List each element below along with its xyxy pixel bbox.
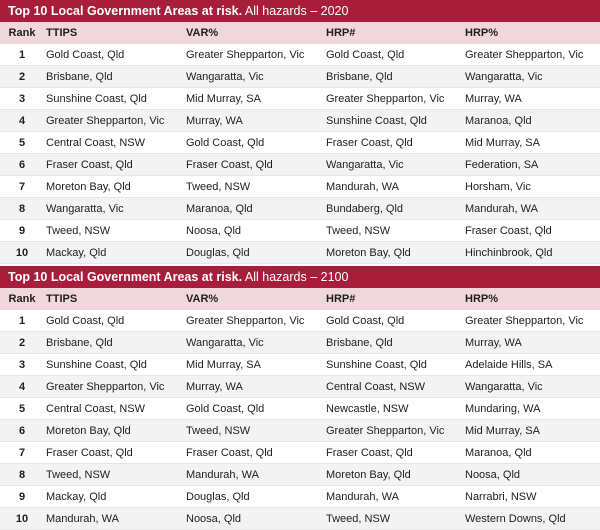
column-header-ttips: TTIPS: [46, 27, 78, 39]
rank-cell: 8: [18, 468, 26, 481]
hrp-percent-cell: Mid Murray, SA: [465, 424, 540, 437]
rank-cell: 2: [18, 336, 26, 349]
var-cell: Wangaratta, Vic: [186, 70, 264, 83]
ttips-cell: Fraser Coast, Qld: [46, 158, 133, 171]
ttips-cell: Brisbane, Qld: [46, 336, 113, 349]
hrp-count-cell: Gold Coast, Qld: [326, 48, 405, 61]
hrp-percent-cell: Fraser Coast, Qld: [465, 224, 552, 237]
column-header-hrp-count: HRP#: [326, 293, 356, 305]
rank-cell: 1: [18, 314, 26, 327]
column-header-hrp-percent: HRP%: [465, 27, 499, 39]
hrp-count-cell: Wangaratta, Vic: [326, 158, 404, 171]
hrp-count-cell: Mandurah, WA: [326, 180, 399, 193]
var-cell: Douglas, Qld: [186, 490, 250, 503]
ttips-cell: Gold Coast, Qld: [46, 48, 125, 61]
rank-cell: 10: [15, 246, 29, 259]
rank-cell: 4: [18, 380, 26, 393]
var-cell: Fraser Coast, Qld: [186, 446, 273, 459]
var-cell: Greater Shepparton, Vic: [186, 314, 305, 327]
hrp-percent-cell: Wangaratta, Vic: [465, 380, 543, 393]
table-header-row: [0, 288, 600, 310]
rank-cell: 9: [18, 224, 26, 237]
table-row: [0, 220, 600, 242]
var-cell: Maranoa, Qld: [186, 202, 253, 215]
rank-cell: 7: [18, 446, 26, 459]
rank-cell: 5: [18, 402, 26, 415]
var-cell: Fraser Coast, Qld: [186, 158, 273, 171]
ttips-cell: Moreton Bay, Qld: [46, 180, 131, 193]
hrp-count-cell: Tweed, NSW: [326, 512, 391, 525]
table-row: [0, 198, 600, 220]
hrp-count-cell: Fraser Coast, Qld: [326, 136, 413, 149]
column-header-var: VAR%: [186, 27, 219, 39]
hrp-percent-cell: Adelaide Hills, SA: [465, 358, 553, 371]
var-cell: Noosa, Qld: [186, 224, 242, 237]
rank-cell: 6: [18, 158, 26, 171]
table-title-bold: Top 10 Local Government Areas at risk.: [8, 4, 243, 18]
hrp-count-cell: Brisbane, Qld: [326, 336, 393, 349]
hrp-count-cell: Greater Shepparton, Vic: [326, 92, 445, 105]
var-cell: Mandurah, WA: [186, 468, 259, 481]
ttips-cell: Brisbane, Qld: [46, 70, 113, 83]
ttips-cell: Mackay, Qld: [46, 246, 107, 259]
table-row: [0, 486, 600, 508]
ttips-cell: Fraser Coast, Qld: [46, 446, 133, 459]
var-cell: Gold Coast, Qld: [186, 402, 265, 415]
table-row: [0, 464, 600, 486]
hrp-percent-cell: Narrabri, NSW: [465, 490, 537, 503]
risk-table-2: [0, 266, 600, 530]
var-cell: Wangaratta, Vic: [186, 336, 264, 349]
ttips-cell: Wangaratta, Vic: [46, 202, 124, 215]
table-title: [0, 266, 600, 288]
ttips-cell: Tweed, NSW: [46, 468, 111, 481]
hrp-percent-cell: Greater Shepparton, Vic: [465, 48, 584, 61]
ttips-cell: Sunshine Coast, Qld: [46, 92, 147, 105]
ttips-cell: Greater Shepparton, Vic: [46, 114, 165, 127]
table-title-bold: Top 10 Local Government Areas at risk.: [8, 270, 243, 284]
hrp-count-cell: Newcastle, NSW: [326, 402, 409, 415]
rank-cell: 2: [18, 70, 26, 83]
rank-cell: 3: [18, 92, 26, 105]
hrp-percent-cell: Noosa, Qld: [465, 468, 521, 481]
hrp-percent-cell: Western Downs, Qld: [465, 512, 566, 525]
hrp-count-cell: Brisbane, Qld: [326, 70, 393, 83]
hrp-count-cell: Mandurah, WA: [326, 490, 399, 503]
hrp-percent-cell: Federation, SA: [465, 158, 539, 171]
table-row: [0, 442, 600, 464]
rank-cell: 9: [18, 490, 26, 503]
hrp-percent-cell: Horsham, Vic: [465, 180, 531, 193]
hrp-count-cell: Greater Shepparton, Vic: [326, 424, 445, 437]
hrp-percent-cell: Maranoa, Qld: [465, 446, 532, 459]
table-row: [0, 420, 600, 442]
table-row: [0, 354, 600, 376]
table-title: [0, 0, 600, 22]
ttips-cell: Moreton Bay, Qld: [46, 424, 131, 437]
column-header-hrp-percent: HRP%: [465, 293, 499, 305]
hrp-percent-cell: Wangaratta, Vic: [465, 70, 543, 83]
table-row: [0, 154, 600, 176]
rank-cell: 7: [18, 180, 26, 193]
rank-cell: 10: [15, 512, 29, 525]
hrp-percent-cell: Mundaring, WA: [465, 402, 541, 415]
table-row: [0, 88, 600, 110]
rank-cell: 1: [18, 48, 26, 61]
hrp-count-cell: Sunshine Coast, Qld: [326, 114, 427, 127]
hrp-percent-cell: Mandurah, WA: [465, 202, 538, 215]
hrp-percent-cell: Murray, WA: [465, 336, 522, 349]
hrp-percent-cell: Murray, WA: [465, 92, 522, 105]
hrp-count-cell: Moreton Bay, Qld: [326, 246, 411, 259]
table-row: [0, 310, 600, 332]
column-header-var: VAR%: [186, 293, 219, 305]
var-cell: Murray, WA: [186, 114, 243, 127]
rank-cell: 6: [18, 424, 26, 437]
table-row: [0, 176, 600, 198]
table-title-rest: All hazards – 2100: [242, 270, 349, 284]
var-cell: Mid Murray, SA: [186, 92, 261, 105]
var-cell: Mid Murray, SA: [186, 358, 261, 371]
var-cell: Murray, WA: [186, 380, 243, 393]
table-row: [0, 398, 600, 420]
ttips-cell: Gold Coast, Qld: [46, 314, 125, 327]
table-header-row: [0, 22, 600, 44]
hrp-percent-cell: Greater Shepparton, Vic: [465, 314, 584, 327]
var-cell: Noosa, Qld: [186, 512, 242, 525]
rank-cell: 3: [18, 358, 26, 371]
ttips-cell: Greater Shepparton, Vic: [46, 380, 165, 393]
rank-cell: 5: [18, 136, 26, 149]
table-row: [0, 332, 600, 354]
var-cell: Tweed, NSW: [186, 180, 251, 193]
var-cell: Gold Coast, Qld: [186, 136, 265, 149]
column-header-ttips: TTIPS: [46, 293, 78, 305]
table-row: [0, 376, 600, 398]
hrp-percent-cell: Maranoa, Qld: [465, 114, 532, 127]
var-cell: Greater Shepparton, Vic: [186, 48, 305, 61]
var-cell: Douglas, Qld: [186, 246, 250, 259]
ttips-cell: Central Coast, NSW: [46, 136, 146, 149]
risk-table-1: [0, 0, 600, 264]
ttips-cell: Mandurah, WA: [46, 512, 119, 525]
hrp-count-cell: Sunshine Coast, Qld: [326, 358, 427, 371]
table-row: [0, 110, 600, 132]
table-title-rest: All hazards – 2020: [242, 4, 349, 18]
hrp-percent-cell: Hinchinbrook, Qld: [465, 246, 553, 259]
hrp-count-cell: Central Coast, NSW: [326, 380, 426, 393]
table-row: [0, 508, 600, 530]
hrp-count-cell: Gold Coast, Qld: [326, 314, 405, 327]
hrp-count-cell: Moreton Bay, Qld: [326, 468, 411, 481]
table-row: [0, 44, 600, 66]
var-cell: Tweed, NSW: [186, 424, 251, 437]
hrp-count-cell: Tweed, NSW: [326, 224, 391, 237]
column-header-rank: Rank: [8, 293, 36, 305]
table-row: [0, 66, 600, 88]
ttips-cell: Sunshine Coast, Qld: [46, 358, 147, 371]
hrp-count-cell: Bundaberg, Qld: [326, 202, 404, 215]
table-row: [0, 242, 600, 264]
ttips-cell: Tweed, NSW: [46, 224, 111, 237]
hrp-percent-cell: Mid Murray, SA: [465, 136, 540, 149]
ttips-cell: Mackay, Qld: [46, 490, 107, 503]
hrp-count-cell: Fraser Coast, Qld: [326, 446, 413, 459]
column-header-rank: Rank: [8, 27, 36, 39]
rank-cell: 8: [18, 202, 26, 215]
rank-cell: 4: [18, 114, 26, 127]
ttips-cell: Central Coast, NSW: [46, 402, 146, 415]
table-row: [0, 132, 600, 154]
column-header-hrp-count: HRP#: [326, 27, 356, 39]
